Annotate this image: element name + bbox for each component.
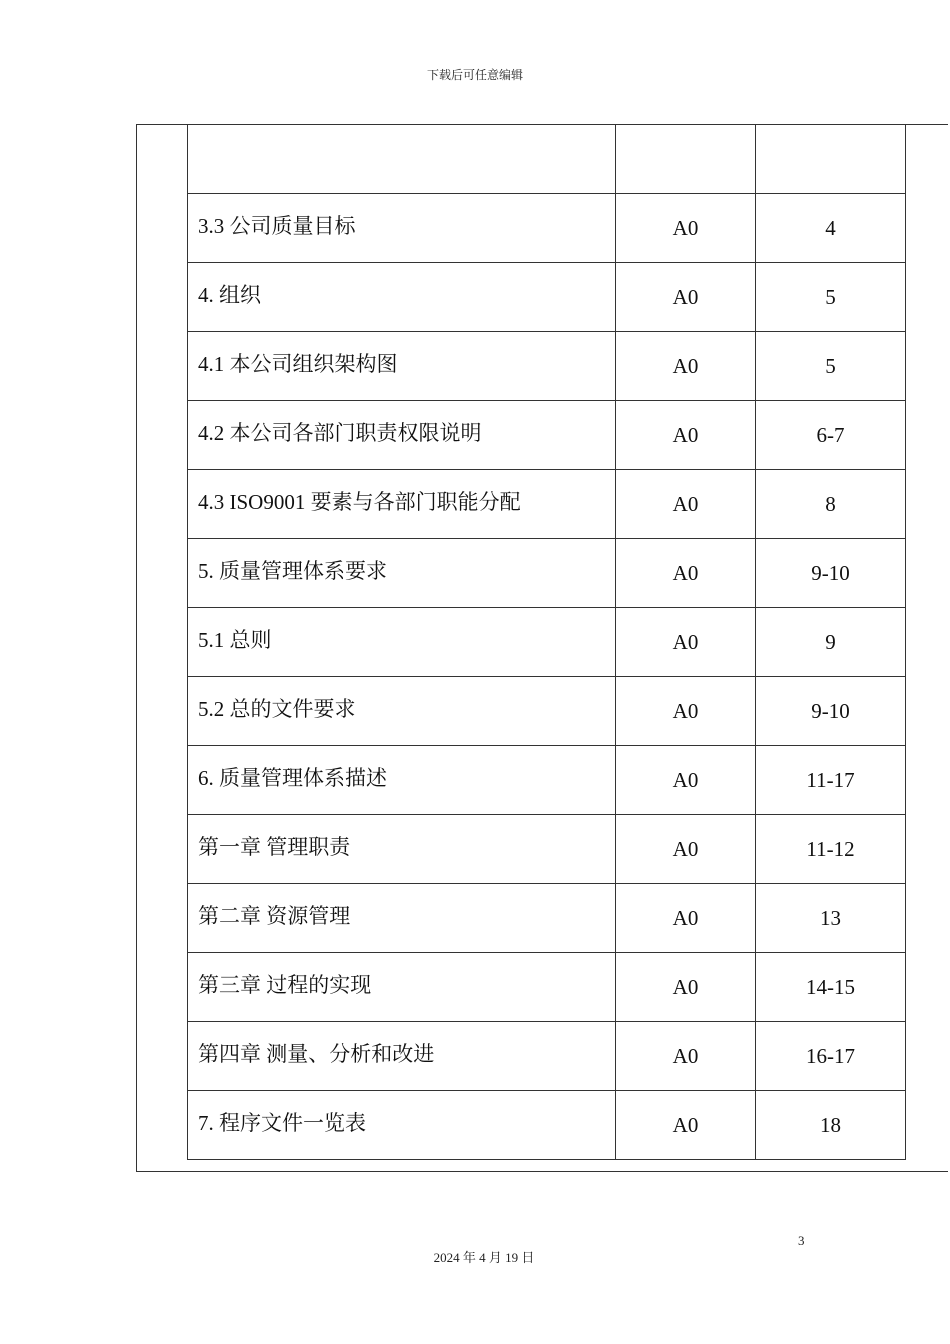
toc-revision: A0 [616,884,756,953]
table-row [188,263,906,332]
table-row [188,332,906,401]
page-header: 下载后可任意编辑 [426,68,523,82]
toc-page: 13 [756,884,906,953]
page-number: 3 [798,1233,805,1248]
toc-page: 5 [756,263,906,332]
toc-title: 3.3 公司质量目标 [188,194,616,263]
toc-title: 第四章 测量、分析和改进 [188,1022,616,1091]
toc-revision: A0 [616,815,756,884]
toc-title: 第三章 过程的实现 [188,953,616,1022]
toc-revision [616,125,756,194]
table-row [188,125,906,194]
toc-page: 6-7 [756,401,906,470]
toc-revision: A0 [616,746,756,815]
toc-revision: A0 [616,677,756,746]
toc-page: 5 [756,332,906,401]
table-row [188,194,906,263]
table-row [188,953,906,1022]
toc-title: 4.2 本公司各部门职责权限说明 [188,401,616,470]
toc-page: 9-10 [756,677,906,746]
table-row [188,884,906,953]
table-row [188,539,906,608]
toc-title: 4. 组织 [188,263,616,332]
toc-revision: A0 [616,263,756,332]
toc-revision: A0 [616,332,756,401]
table-row [188,746,906,815]
toc-page: 11-17 [756,746,906,815]
toc-revision: A0 [616,539,756,608]
toc-page: 16-17 [756,1022,906,1091]
toc-page [756,125,906,194]
toc-title: 5.2 总的文件要求 [188,677,616,746]
table-row [188,470,906,539]
toc-revision: A0 [616,401,756,470]
toc-revision: A0 [616,194,756,263]
table-of-contents [187,124,906,1160]
table-row [188,1022,906,1091]
toc-title: 第一章 管理职责 [188,815,616,884]
footer-date: 2024 年 4 月 19 日 [433,1250,535,1265]
toc-page: 14-15 [756,953,906,1022]
toc-revision: A0 [616,953,756,1022]
toc-title: 4.1 本公司组织架构图 [188,332,616,401]
table-row [188,815,906,884]
toc-title: 第二章 资源管理 [188,884,616,953]
toc-revision: A0 [616,470,756,539]
toc-title: 4.3 ISO9001 要素与各部门职能分配 [188,470,616,539]
toc-title: 7. 程序文件一览表 [188,1091,616,1160]
toc-page: 18 [756,1091,906,1160]
toc-page: 9 [756,608,906,677]
toc-revision: A0 [616,1091,756,1160]
toc-title: 5. 质量管理体系要求 [188,539,616,608]
toc-title: 5.1 总则 [188,608,616,677]
toc-page: 4 [756,194,906,263]
toc-title [188,125,616,194]
toc-page: 9-10 [756,539,906,608]
table-row [188,608,906,677]
toc-page: 8 [756,470,906,539]
table-row [188,1091,906,1160]
toc-page: 11-12 [756,815,906,884]
table-row [188,677,906,746]
toc-revision: A0 [616,608,756,677]
toc-title: 6. 质量管理体系描述 [188,746,616,815]
toc-revision: A0 [616,1022,756,1091]
table-row [188,401,906,470]
